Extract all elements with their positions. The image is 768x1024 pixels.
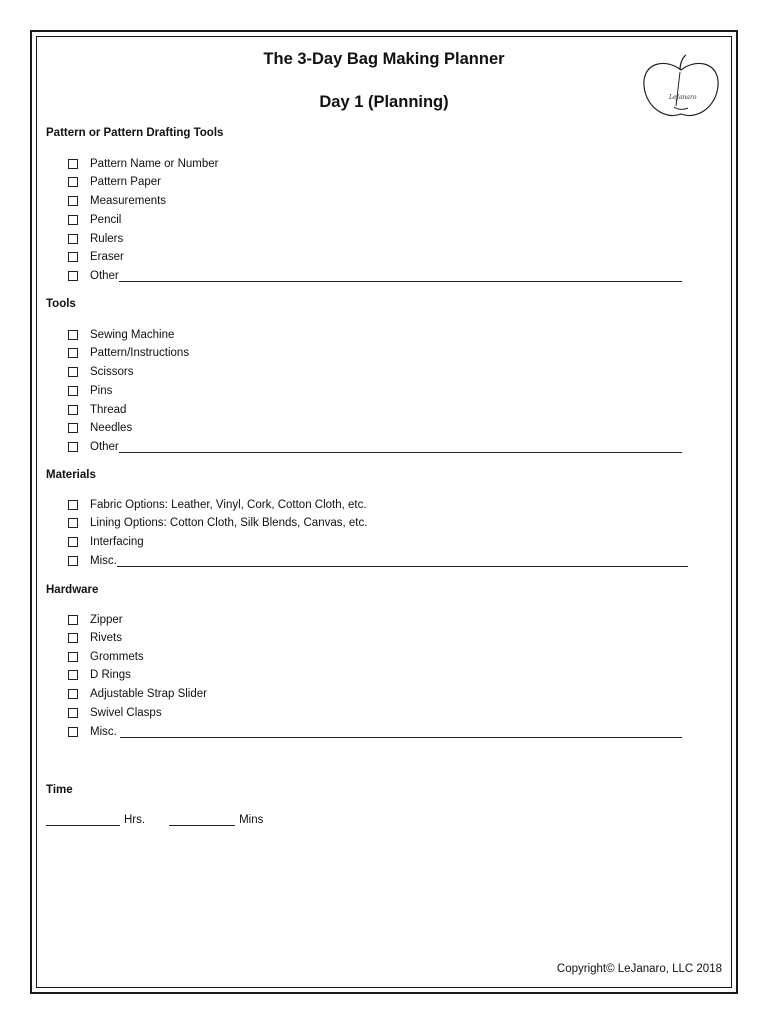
checklist-item[interactable]: Pins xyxy=(68,384,112,398)
checkbox-icon[interactable] xyxy=(68,405,78,415)
checklist-item[interactable]: Pencil xyxy=(68,213,121,227)
checklist-item[interactable]: Fabric Options: Leather, Vinyl, Cork, Cotton Cloth, etc. xyxy=(68,498,367,512)
checklist-item[interactable]: Needles xyxy=(68,421,132,435)
apple-logo-icon xyxy=(636,52,726,122)
checkbox-icon[interactable] xyxy=(68,727,78,737)
checklist-item[interactable]: Pattern Name or Number xyxy=(68,157,218,171)
checklist-item-misc[interactable]: Misc. xyxy=(68,554,688,568)
checklist-item-other[interactable]: Other xyxy=(68,440,682,454)
checkbox-icon[interactable] xyxy=(68,159,78,169)
checkbox-icon[interactable] xyxy=(68,177,78,187)
section-heading-hardware: Hardware xyxy=(46,584,99,596)
minutes-label: Mins xyxy=(239,814,264,826)
checkbox-icon[interactable] xyxy=(68,556,78,566)
checklist-item[interactable]: Scissors xyxy=(68,365,133,379)
fill-in-line[interactable] xyxy=(119,441,682,453)
checkbox-icon[interactable] xyxy=(68,537,78,547)
checkbox-icon[interactable] xyxy=(68,252,78,262)
checkbox-icon[interactable] xyxy=(68,442,78,452)
page-subtitle: Day 1 (Planning) xyxy=(319,93,449,111)
checkbox-icon[interactable] xyxy=(68,215,78,225)
checklist-item[interactable]: Adjustable Strap Slider xyxy=(68,687,207,701)
checklist-item[interactable]: Eraser xyxy=(68,250,124,264)
checkbox-icon[interactable] xyxy=(68,689,78,699)
section-heading-tools: Tools xyxy=(46,298,76,310)
hours-input-line[interactable] xyxy=(46,814,120,826)
checklist-item[interactable]: Rulers xyxy=(68,232,123,246)
checkbox-icon[interactable] xyxy=(68,670,78,680)
checklist-item[interactable]: Pattern Paper xyxy=(68,175,161,189)
hours-label: Hrs. xyxy=(124,814,146,826)
checklist-item-other[interactable]: Other xyxy=(68,269,682,283)
time-entry-row xyxy=(46,814,263,826)
section-heading-materials: Materials xyxy=(46,469,96,481)
logo-text: LeJanaro xyxy=(669,94,697,101)
checklist-item[interactable]: Zipper xyxy=(68,613,123,627)
checklist-item[interactable]: Sewing Machine xyxy=(68,328,174,342)
minutes-input-line[interactable] xyxy=(169,814,235,826)
checkbox-icon[interactable] xyxy=(68,271,78,281)
checkbox-icon[interactable] xyxy=(68,633,78,643)
checkbox-icon[interactable] xyxy=(68,386,78,396)
checkbox-icon[interactable] xyxy=(68,348,78,358)
checklist-item[interactable]: Thread xyxy=(68,403,126,417)
checkbox-icon[interactable] xyxy=(68,615,78,625)
fill-in-line[interactable] xyxy=(119,270,682,282)
checklist-item[interactable]: Pattern/Instructions xyxy=(68,346,189,360)
checklist-item-misc[interactable]: Misc. xyxy=(68,725,682,739)
checklist-item[interactable]: Rivets xyxy=(68,631,122,645)
checkbox-icon[interactable] xyxy=(68,196,78,206)
checklist-item[interactable]: D Rings xyxy=(68,668,131,682)
fill-in-line[interactable] xyxy=(120,726,682,738)
checkbox-icon[interactable] xyxy=(68,708,78,718)
section-heading-time: Time xyxy=(46,784,73,796)
checklist-item[interactable]: Interfacing xyxy=(68,535,144,549)
checklist-item[interactable]: Grommets xyxy=(68,650,144,664)
checklist-item[interactable]: Measurements xyxy=(68,194,166,208)
checkbox-icon[interactable] xyxy=(68,367,78,377)
section-heading-pattern: Pattern or Pattern Drafting Tools xyxy=(46,127,224,139)
checklist-item[interactable]: Lining Options: Cotton Cloth, Silk Blends, Canvas, etc. xyxy=(68,516,367,530)
checkbox-icon[interactable] xyxy=(68,234,78,244)
checkbox-icon[interactable] xyxy=(68,652,78,662)
copyright-notice: Copyright© LeJanaro, LLC 2018 xyxy=(556,963,722,975)
checkbox-icon[interactable] xyxy=(68,518,78,528)
checkbox-icon[interactable] xyxy=(68,500,78,510)
fill-in-line[interactable] xyxy=(117,555,688,567)
checklist-item[interactable]: Swivel Clasps xyxy=(68,706,162,720)
checkbox-icon[interactable] xyxy=(68,330,78,340)
checkbox-icon[interactable] xyxy=(68,423,78,433)
page-title: The 3-Day Bag Making Planner xyxy=(263,50,505,68)
